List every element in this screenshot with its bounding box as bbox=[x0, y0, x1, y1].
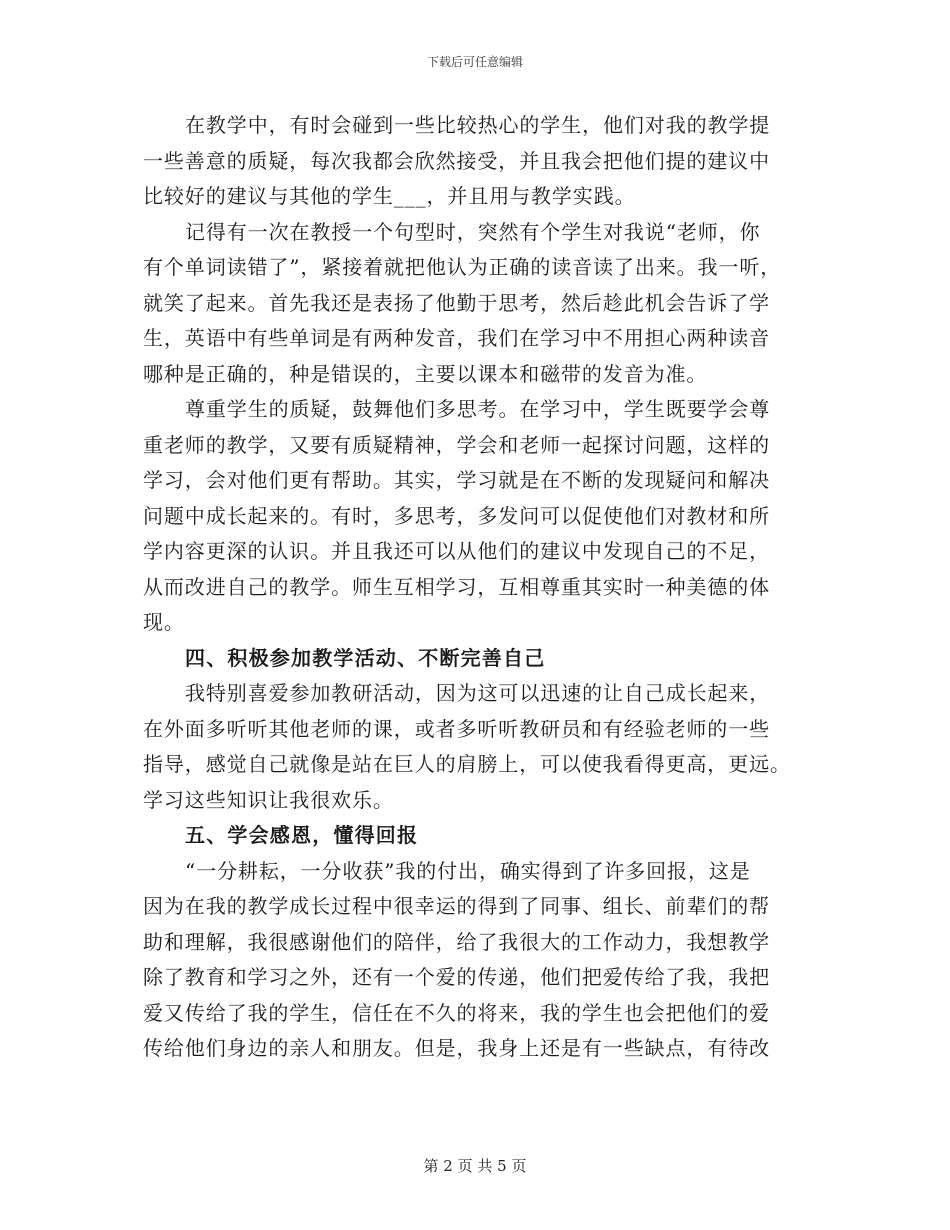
paragraph-line: 从而改进自己的教学。师生互相学习，互相尊重其实时一种美德的体 bbox=[143, 574, 770, 599]
paragraph-line: 除了教育和学习之外，还有一个爱的传递，他们把爱传给了我，我把 bbox=[143, 965, 770, 989]
page-header-note: 下载后可任意编辑 bbox=[426, 55, 523, 69]
paragraph-line: 在教学中，有时会碰到一些比较热心的学生，他们对我的教学提 bbox=[185, 113, 771, 137]
paragraph-line: 尊重学生的质疑，鼓舞他们多思考。在学习中，学生既要学会尊 bbox=[185, 397, 771, 421]
paragraph-line: 重老师的教学，又要有质疑精神，学会和老师一起探讨问题，这样的 bbox=[143, 432, 770, 457]
paragraph-line: 记得有一次在教授一个句型时，突然有个学生对我说“老师，你 bbox=[185, 219, 761, 244]
paragraph-line: 爱又传给了我的学生，信任在不久的将来，我的学生也会把他们的爱 bbox=[143, 1000, 770, 1025]
paragraph-line: 指导，感觉自己就像是站在巨人的肩膀上，可以使我看得更高，更远。 bbox=[143, 752, 791, 776]
paragraph-line: “一分耕耘，一分收获”我的付出，确实得到了许多回报，这是 bbox=[185, 858, 751, 883]
paragraph-line: 比较好的建议与其他的学生___，并且用与教学实践。 bbox=[143, 184, 636, 208]
paragraph-line: 在外面多听听其他老师的课，或者多听听教研员和有经验老师的一些 bbox=[143, 716, 770, 741]
paragraph-line: 因为在我的教学成长过程中很幸运的得到了同事、组长、前辈们的帮 bbox=[143, 894, 770, 918]
paragraph-line: 传给他们身边的亲人和朋友。但是，我身上还是有一些缺点，有待改 bbox=[143, 1036, 770, 1060]
paragraph-line: 哪种是正确的，种是错误的，主要以课本和磁带的发音为准。 bbox=[143, 361, 708, 386]
paragraph-line: 我特别喜爱参加教研活动，因为这可以迅速的让自己成长起来， bbox=[185, 681, 771, 705]
section-heading-4: 四、积极参加教学活动、不断完善自己 bbox=[185, 645, 546, 670]
paragraph-line: 生，英语中有些单词是有两种发音，我们在学习中不用担心两种读音 bbox=[143, 326, 770, 350]
paragraph-line: 学内容更深的认识。并且我还可以从他们的建议中发现自己的不足， bbox=[143, 539, 770, 563]
paragraph-line: 有个单词读错了”，紧接着就把他认为正确的读音读了出来。我一听， bbox=[143, 255, 782, 279]
paragraph-line: 问题中成长起来的。有时，多思考，多发问可以促使他们对教材和所 bbox=[143, 503, 770, 528]
paragraph-line: 现。 bbox=[143, 610, 185, 634]
document-body bbox=[143, 108, 803, 1067]
paragraph-line: 助和理解，我很感谢他们的陪伴，给了我很大的工作动力，我想教学 bbox=[143, 929, 770, 954]
page-number-footer: 第 2 页 共 5 页 bbox=[423, 1157, 527, 1175]
paragraph-line: 学习这些知识让我很欢乐。 bbox=[143, 787, 394, 812]
paragraph-line: 一些善意的质疑，每次我都会欣然接受，并且我会把他们提的建议中 bbox=[143, 148, 770, 173]
section-heading-5: 五、学会感恩，懂得回报 bbox=[185, 823, 419, 847]
paragraph-line: 学习，会对他们更有帮助。其实，学习就是在不断的发现疑问和解决 bbox=[143, 468, 770, 492]
paragraph-line: 就笑了起来。首先我还是表扬了他勤于思考，然后趁此机会告诉了学 bbox=[143, 290, 770, 315]
